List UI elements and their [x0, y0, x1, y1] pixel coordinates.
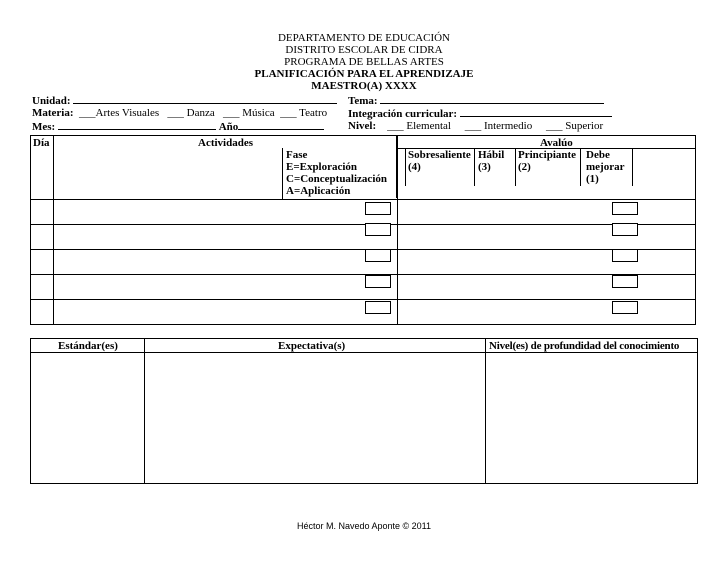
fase-header: Fase [286, 149, 308, 161]
expectativa-header: Expectativa(s) [278, 340, 346, 352]
header-teacher: MAESTRO(A) XXXX [311, 80, 417, 92]
nivel-label: Nivel: [348, 120, 377, 132]
integracion-blank[interactable] [460, 107, 612, 117]
header-district: DISTRITO ESCOLAR DE CIDRA [285, 44, 443, 56]
sobresaliente-score: (4) [408, 161, 421, 173]
anio-label: Año [218, 121, 239, 133]
header-program: PROGRAMA DE BELLAS ARTES [284, 56, 444, 68]
mejorar-header: mejorar [586, 161, 625, 173]
dia-header: Día [33, 137, 50, 149]
debe-score: (1) [586, 173, 599, 185]
mes-blank[interactable] [58, 120, 216, 130]
materia-label: Materia: [32, 107, 74, 119]
option-musica[interactable]: ___ Música [222, 107, 275, 119]
mes-field[interactable] [32, 120, 324, 133]
tema-label: Tema: [348, 95, 378, 107]
unidad-label: Unidad: [32, 95, 71, 107]
habil-header: Hábil [478, 149, 505, 161]
option-superior[interactable]: ___ Superior [545, 120, 604, 132]
mes-label: Mes: [32, 121, 56, 133]
nivel-field [348, 120, 603, 132]
option-teatro[interactable]: ___ Teatro [280, 107, 328, 119]
avaluo-checkbox[interactable] [612, 223, 638, 236]
fase-checkbox[interactable] [365, 223, 391, 236]
debe-header: Debe [586, 149, 610, 161]
avaluo-checkbox[interactable] [612, 301, 638, 314]
avaluo-header: Avalúo [540, 137, 573, 149]
sobresaliente-header: Sobresaliente [408, 149, 471, 161]
fase-checkbox[interactable] [365, 202, 391, 215]
unidad-blank[interactable] [73, 94, 337, 104]
fase-exploracion: E=Exploración [286, 161, 358, 173]
nivel-profundidad-header: Nivel(es) de profundidad del conocimiento [489, 340, 680, 352]
integracion-label: Integración curricular: [348, 108, 458, 120]
header-department: DEPARTAMENTO DE EDUCACIÓN [277, 32, 451, 44]
avaluo-checkbox[interactable] [612, 275, 638, 288]
unidad-field[interactable] [32, 94, 337, 107]
avaluo-checkbox[interactable] [612, 202, 638, 215]
footer-copyright: Héctor M. Navedo Aponte © 2011 [296, 521, 432, 531]
avaluo-checkbox[interactable] [612, 249, 638, 262]
integracion-field[interactable] [348, 107, 612, 120]
fase-aplicacion: A=Aplicación [286, 185, 351, 197]
fase-checkbox[interactable] [365, 301, 391, 314]
materia-field [32, 107, 327, 119]
habil-score: (3) [478, 161, 491, 173]
fase-checkbox[interactable] [365, 275, 391, 288]
principiante-header: Principiante [518, 149, 577, 161]
header-title: PLANIFICACIÓN PARA EL APRENDIZAJE [254, 68, 474, 80]
option-elemental[interactable]: ___ Elemental [387, 120, 451, 132]
fase-checkbox[interactable] [365, 249, 391, 262]
tema-blank[interactable] [380, 94, 604, 104]
estandares-header: Estándar(es) [58, 340, 118, 352]
option-danza[interactable]: ___ Danza [167, 107, 215, 119]
principiante-score: (2) [518, 161, 531, 173]
tema-field[interactable] [348, 94, 604, 107]
standards-table [30, 338, 698, 484]
fase-conceptualizacion: C=Conceptualización [286, 173, 387, 185]
actividades-header: Actividades [198, 137, 253, 149]
option-intermedio[interactable]: ___ Intermedio [464, 120, 533, 132]
option-artes-visuales[interactable]: ___Artes Visuales [79, 107, 160, 119]
anio-blank[interactable] [238, 120, 324, 130]
